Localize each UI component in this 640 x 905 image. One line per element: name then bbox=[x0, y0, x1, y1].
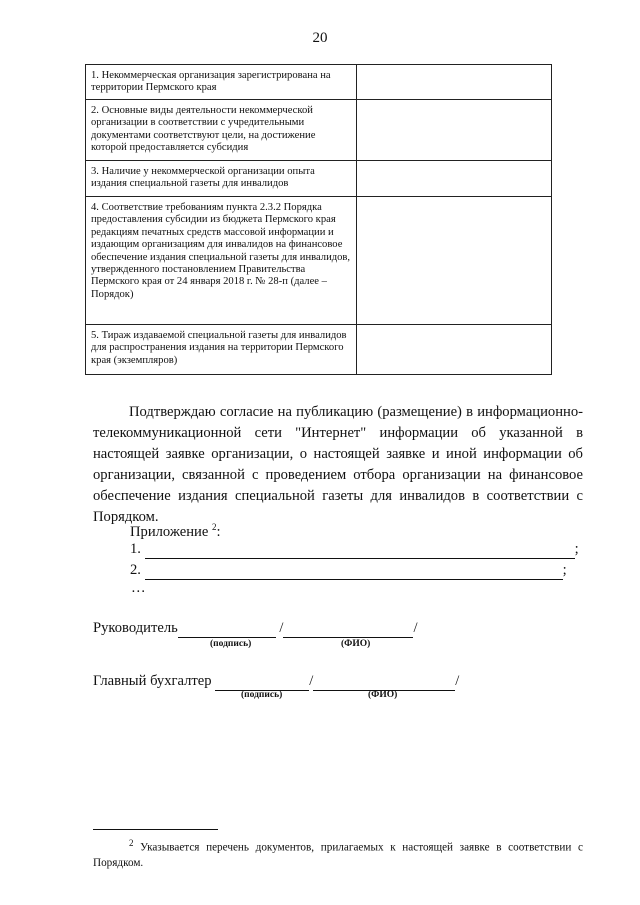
row-label: 2. Основные виды деятельности некоммерческой организации в соответствии с учредительными документами соответствуют цели, на достижение которой предоставляется субсидия bbox=[86, 100, 357, 161]
table-row bbox=[86, 161, 552, 197]
table-row bbox=[86, 325, 552, 375]
footnote-mark: 2 bbox=[129, 838, 134, 848]
accountant-name-caption: (ФИО) bbox=[368, 690, 398, 700]
attachment-item-number: 1. bbox=[130, 541, 141, 557]
row-label: 5. Тираж издаваемой специальной газеты для инвалидов для распространения издания на территории Пермского края (экземпляров) bbox=[86, 325, 357, 375]
accountant-sign-caption: (подпись) bbox=[241, 690, 283, 700]
row-value bbox=[357, 197, 552, 325]
accountant-name-field[interactable] bbox=[313, 673, 455, 691]
row-value bbox=[357, 325, 552, 375]
consent-paragraph: Подтверждаю согласие на публикацию (размещение) в информационно-телекоммуникационной сети "Интернет" информации об указанной в настоящей заявке организации, о настоящей заявке и иной информации об организации, связанной с проведением отбора организации на финансовое обеспечение издания специальной газеты для инвалидов в соответствии с Порядком. bbox=[93, 404, 583, 525]
accountant-separator: / bbox=[309, 673, 314, 689]
criteria-table bbox=[85, 64, 552, 375]
attachment-label: Приложение bbox=[130, 523, 209, 540]
table-row bbox=[86, 100, 552, 161]
table-row bbox=[86, 197, 552, 325]
attachment-heading bbox=[130, 522, 221, 541]
director-separator: / bbox=[279, 620, 284, 636]
accountant-signature-field[interactable] bbox=[215, 673, 309, 691]
accountant-signature-line bbox=[93, 673, 459, 691]
attachment-item bbox=[130, 541, 579, 559]
attachment-item-1-field[interactable] bbox=[145, 541, 575, 559]
accountant-label: Главный бухгалтер bbox=[93, 673, 212, 689]
footnote-divider bbox=[93, 829, 218, 830]
director-sign-caption: (подпись) bbox=[210, 639, 252, 649]
director-end: / bbox=[413, 620, 418, 636]
row-value bbox=[357, 100, 552, 161]
attachment-item-2-field[interactable] bbox=[145, 562, 563, 580]
row-value bbox=[357, 65, 552, 100]
footnote bbox=[93, 836, 583, 871]
row-label: 1. Некоммерческая организация зарегистрирована на территории Пермского края bbox=[86, 65, 357, 100]
row-value bbox=[357, 161, 552, 197]
page-number: 20 bbox=[312, 30, 328, 46]
accountant-end: / bbox=[455, 673, 460, 689]
attachment-colon: : bbox=[216, 523, 221, 540]
row-label: 4. Соответствие требованиям пункта 2.3.2 Порядка предоставления субсидии из бюджета Пермского края редакциям печатных средств массовой информации и издающим организациям для инвалидов на финансовое обеспечение издания специальной газеты для инвалидов, утвержденного постановлением Правительства Пермского края от 24 января 2018 г. № 28-п (далее – Порядок) bbox=[86, 197, 357, 325]
director-name-caption: (ФИО) bbox=[341, 639, 371, 649]
attachment-item-end: ; bbox=[562, 562, 567, 578]
row-label: 3. Наличие у некоммерческой организации опыта издания специальной газеты для инвалидов bbox=[86, 161, 357, 197]
director-name-field[interactable] bbox=[283, 620, 413, 638]
attachment-item-number: 2. bbox=[130, 562, 141, 578]
director-signature-field[interactable] bbox=[178, 620, 276, 638]
attachment-item bbox=[130, 562, 567, 580]
table-row bbox=[86, 65, 552, 100]
director-label: Руководитель bbox=[93, 620, 178, 636]
attachment-footnote-mark: 2 bbox=[211, 522, 217, 532]
attachment-item-end: ; bbox=[574, 541, 579, 557]
footnote-text: Указывается перечень документов, прилагаемых к настоящей заявке в соответствии с Порядком. bbox=[93, 841, 583, 869]
director-signature-line bbox=[93, 620, 418, 638]
attachment-ellipsis: … bbox=[131, 580, 146, 596]
